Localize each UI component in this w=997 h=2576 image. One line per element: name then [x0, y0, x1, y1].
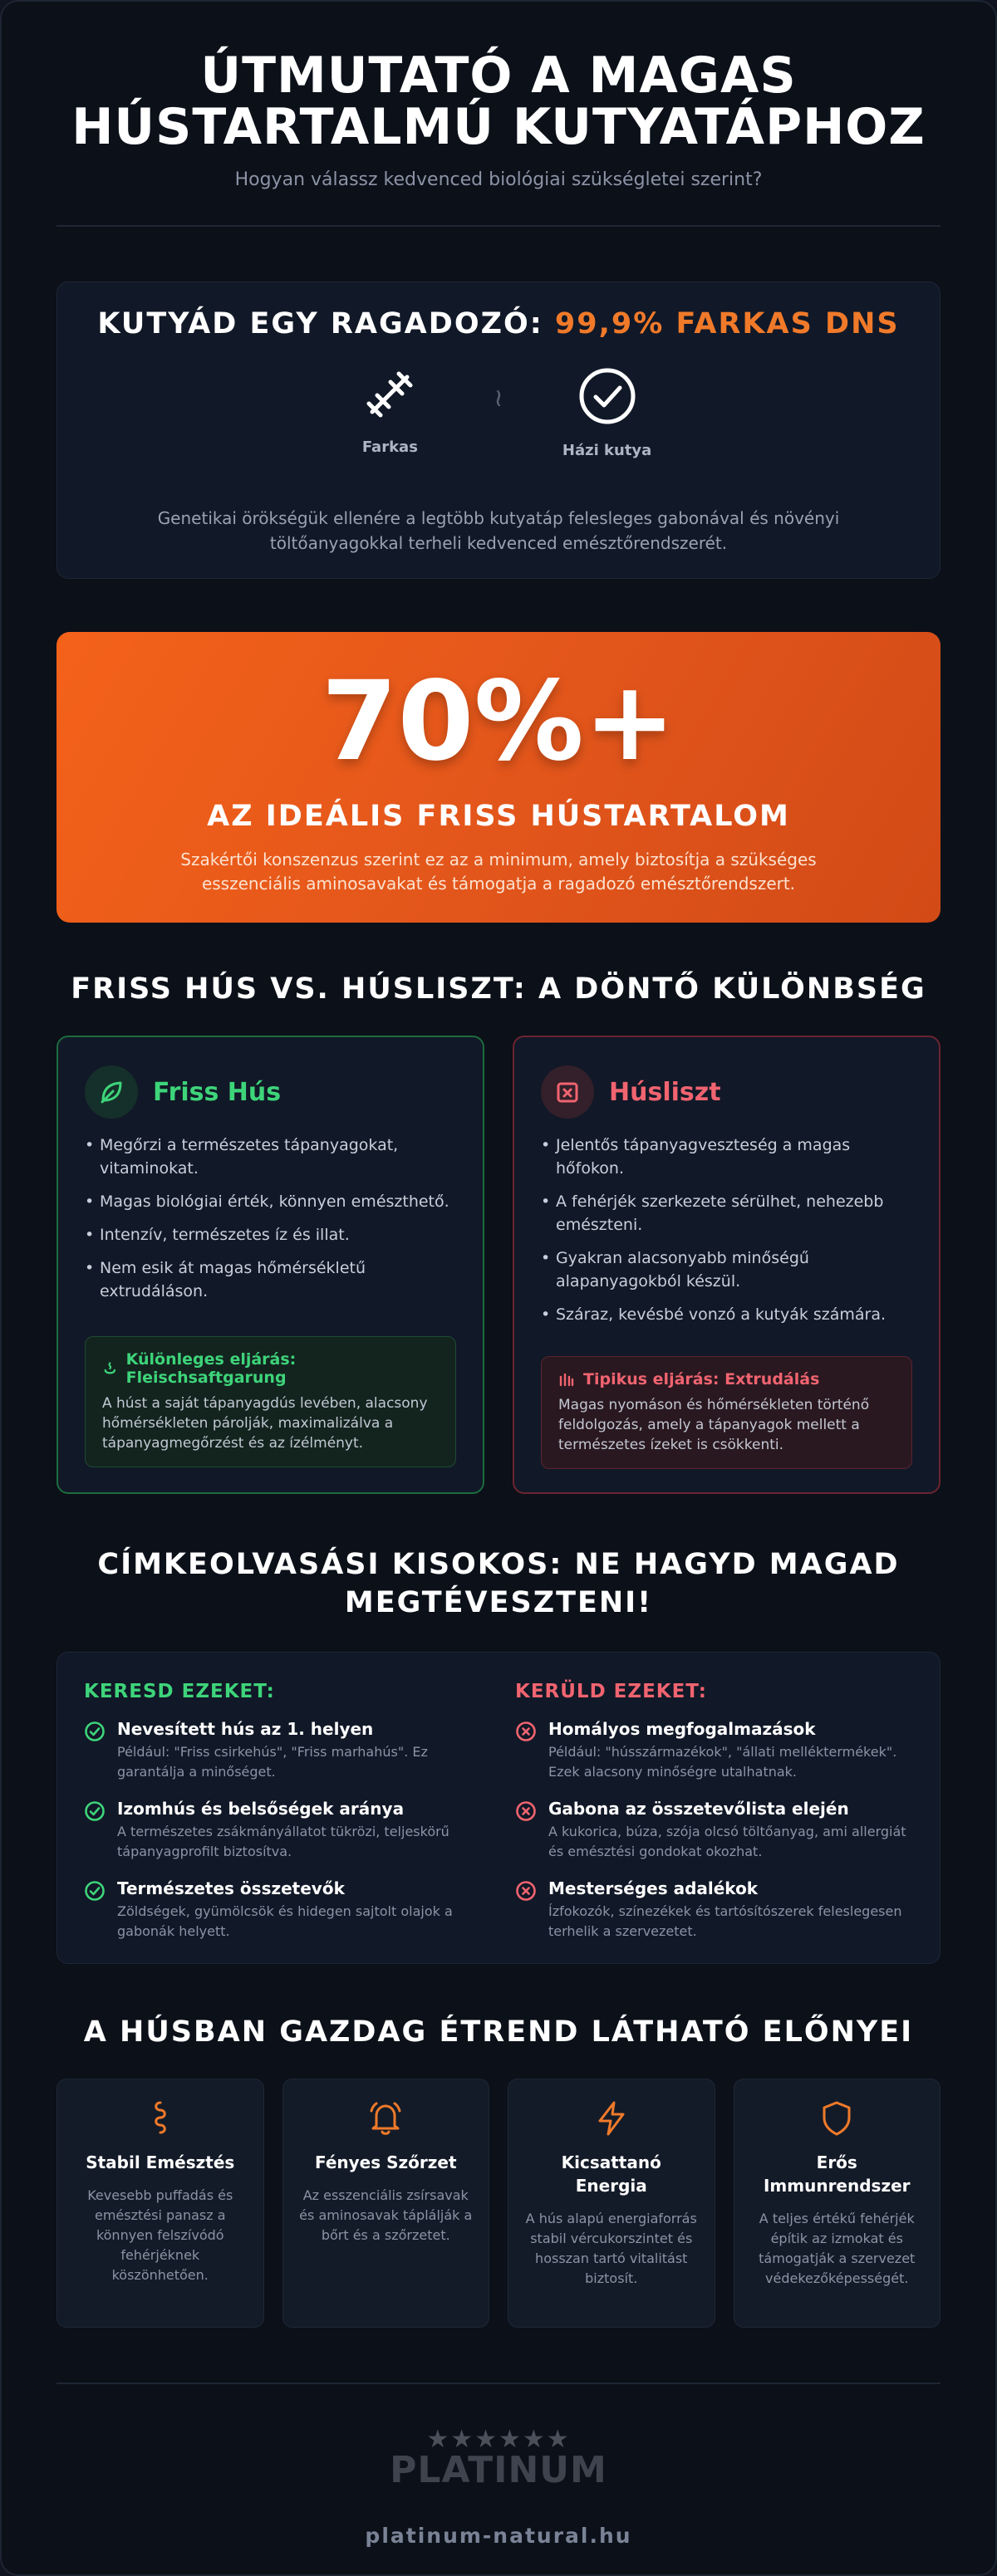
x-circle-icon — [515, 1800, 537, 1822]
title-line-1: ÚTMUTATÓ A MAGAS — [200, 47, 797, 105]
list-item: • Jelentős tápanyagveszteség a magas hőfokon. — [541, 1134, 912, 1180]
benefit-title: Fényes Szőrzet — [314, 2152, 457, 2172]
item-text: A kukorica, búza, szója olcsó töltőanyag, ami allergiát és emésztési gondokat okozhat. — [548, 1824, 906, 1859]
item-text: A természetes zsákmányállatot tükrözi, teljeskörű tápanyagprofilt biztosítva. — [117, 1824, 449, 1859]
avoid-column — [515, 1681, 913, 1963]
meat-meal-card — [513, 1036, 941, 1494]
list-item: • Magas biológiai érték, könnyen emészthető. — [85, 1190, 456, 1213]
dna-strand-icon — [361, 365, 419, 424]
benefit-text: Kevesebb puffadás és emésztési panasz a könnyen felszívódó fehérjéknek köszönhetően. — [87, 2187, 233, 2283]
page-title — [56, 47, 941, 156]
benefit-card-coat — [282, 2079, 490, 2328]
divider — [56, 2383, 941, 2384]
label-guide-title-line-2: MEGTÉVESZTENI! — [344, 1586, 653, 1619]
check-circle-icon — [577, 365, 638, 427]
list-item — [84, 1799, 482, 1862]
page-subtitle: Hogyan válassz kedvenced biológiai szükségletei szerint? — [234, 169, 763, 190]
fresh-meat-title: Friss Hús — [153, 1077, 282, 1107]
lightning-icon — [592, 2099, 631, 2138]
fresh-process-box — [85, 1336, 456, 1467]
avoid-heading: KERÜLD EZEKET: — [515, 1681, 707, 1702]
benefit-text: A hús alapú energiaforrás stabil vércukorszintet és hosszan tartó vitalitást biztosít. — [525, 2211, 697, 2286]
x-circle-icon — [515, 1880, 537, 1902]
dog-item — [562, 365, 653, 459]
x-circle-icon — [515, 1721, 537, 1742]
meat-meal-list — [541, 1134, 912, 1326]
benefit-text: A teljes értékű fehérjék építik az izmokat és támogatják a szervezet védekezőképességét. — [759, 2211, 916, 2286]
look-for-heading: KERESD EZEKET: — [84, 1681, 275, 1702]
fresh-process-title — [102, 1350, 439, 1387]
comparison-grid — [56, 1036, 941, 1494]
benefit-card-immunity — [734, 2079, 941, 2328]
hero-text: Szakértői konszenzus szerint ez az a minimum, amely biztosítja a szükséges esszenciális aminosavakat és támogatja a ragadozó emésztőrendszert. — [180, 850, 817, 894]
meat-meal-title: Húsliszt — [609, 1077, 721, 1107]
benefit-title: Stabil Emésztés — [86, 2152, 235, 2172]
look-for-column — [84, 1681, 482, 1963]
list-item — [84, 1878, 482, 1942]
benefit-title: Kicsattanó Energia — [561, 2152, 661, 2196]
benefit-card-digestion — [56, 2079, 264, 2328]
hero-heading: AZ IDEÁLIS FRISS HÚSTARTALOM — [207, 800, 790, 833]
factory-icon — [558, 1371, 575, 1388]
fresh-meat-list — [85, 1134, 456, 1303]
intestine-icon — [141, 2099, 179, 2138]
dog-label: Házi kutya — [562, 442, 652, 459]
meal-process-title — [558, 1370, 895, 1388]
list-item: • Száraz, kevésbé vonzó a kutyák számára. — [541, 1303, 912, 1326]
list-item: • Gyakran alacsonyabb minőségű alapanyagokból készül. — [541, 1246, 912, 1293]
dna-card — [56, 282, 941, 579]
fresh-process-text: A húst a saját tápanyagdús levében, alacsony hőmérsékleten párolják, maximalizálva a tápanyagmegőrzést és az ízélményt. — [102, 1395, 428, 1452]
meal-process-box — [541, 1356, 912, 1469]
item-title: Gabona az összetevőlista elején — [548, 1799, 849, 1819]
benefit-card-energy — [508, 2079, 715, 2328]
steam-icon — [102, 1360, 118, 1377]
title-line-2: HÚSTARTALMÚ KUTYATÁPHOZ — [71, 98, 926, 156]
divider — [56, 225, 941, 227]
hero-banner — [56, 632, 941, 923]
list-item: • A fehérjék szerkezete sérülhet, nehezebb emészteni. — [541, 1190, 912, 1237]
benefits-title: A HÚSBAN GAZDAG ÉTREND LÁTHATÓ ELŐNYEI — [83, 2015, 914, 2049]
wolf-item — [344, 365, 435, 456]
wolf-label: Farkas — [361, 438, 418, 456]
meat-meal-header — [541, 1065, 912, 1119]
item-title: Nevesített hús az 1. helyen — [117, 1719, 374, 1739]
item-text: Például: "Friss csirkehús", "Friss marhahús". Ez garantálja a minőséget. — [117, 1744, 428, 1780]
fresh-meat-card — [56, 1036, 484, 1494]
shield-icon — [818, 2099, 856, 2138]
website-link[interactable]: platinum-natural.hu — [365, 2524, 632, 2548]
benefits-grid — [56, 2079, 941, 2328]
dna-title-prefix: KUTYÁD EGY RAGADOZÓ: — [97, 307, 543, 340]
list-item: • Intenzív, természetes íz és illat. — [85, 1223, 456, 1246]
hero-percentage: 70%+ — [321, 658, 676, 786]
brand-logo — [56, 2427, 941, 2489]
list-item: • Nem esik át magas hőmérsékletű extrudáláson. — [85, 1256, 456, 1303]
leaf-icon — [85, 1065, 138, 1119]
label-guide-card — [56, 1652, 941, 1964]
item-text: Zöldségek, gyümölcsök és hidegen sajtolt olajok a gabonák helyett. — [117, 1903, 453, 1939]
item-text: Például: "hússzármazékok", "állati melléktermékek". Ezek alacsony minőségre utalhatnak. — [548, 1744, 897, 1780]
label-guide-title-line-1: CÍMKEOLVASÁSI KISOKOS: NE HAGYD MAGAD — [97, 1548, 900, 1581]
dna-text: Genetikai örökségük ellenére a legtöbb kutyatáp felesleges gabonával és növényi töltőanyagokkal terheli kedvenced emésztőrendszerét. — [157, 508, 840, 553]
fresh-meat-header — [85, 1065, 456, 1119]
tilde-icon: ≀ — [494, 384, 503, 413]
check-circle-icon — [84, 1721, 106, 1742]
check-circle-icon — [84, 1880, 106, 1902]
list-item — [515, 1799, 913, 1862]
list-item — [84, 1719, 482, 1782]
item-title: Mesterséges adalékok — [548, 1878, 759, 1898]
dna-icons — [57, 365, 940, 459]
stars-icon: ★★★★★★ — [426, 2425, 571, 2454]
label-guide-title — [56, 1545, 941, 1622]
comparison-title: FRISS HÚS VS. HÚSLISZT: A DÖNTŐ KÜLÖNBSÉG — [71, 972, 926, 1006]
bell-icon — [366, 2099, 405, 2138]
logo-wordmark: PLATINUM — [390, 2449, 607, 2491]
meal-process-text: Magas nyomáson és hőmérsékleten történő feldolgozás, amely a tápanyagok mellett a természetes ízeket is csökkenti. — [558, 1397, 870, 1453]
list-item — [515, 1878, 913, 1942]
meal-process-title-text: Tipikus eljárás: Extrudálás — [583, 1370, 820, 1388]
dna-title — [57, 307, 940, 340]
item-title: Izomhús és belsőségek aránya — [117, 1799, 405, 1819]
item-text: Ízfokozók, színezékek és tartósítószerek feleslegesen terhelik a szervezetet. — [548, 1903, 902, 1939]
dna-title-accent: 99,9% FARKAS DNS — [554, 307, 900, 340]
list-item — [515, 1719, 913, 1782]
list-item: • Megőrzi a természetes tápanyagokat, vitaminokat. — [85, 1134, 456, 1180]
box-x-icon — [541, 1065, 594, 1119]
check-circle-icon — [84, 1800, 106, 1822]
item-title: Homályos megfogalmazások — [548, 1719, 816, 1739]
fresh-process-title-text: Különleges eljárás: Fleischsaftgarung — [125, 1350, 297, 1387]
benefit-title: Erős Immunrendszer — [763, 2152, 911, 2196]
benefit-text: Az esszenciális zsírsavak és aminosavak táplálják a bőrt és a szőrzetet. — [299, 2187, 473, 2243]
item-title: Természetes összetevők — [117, 1878, 345, 1898]
